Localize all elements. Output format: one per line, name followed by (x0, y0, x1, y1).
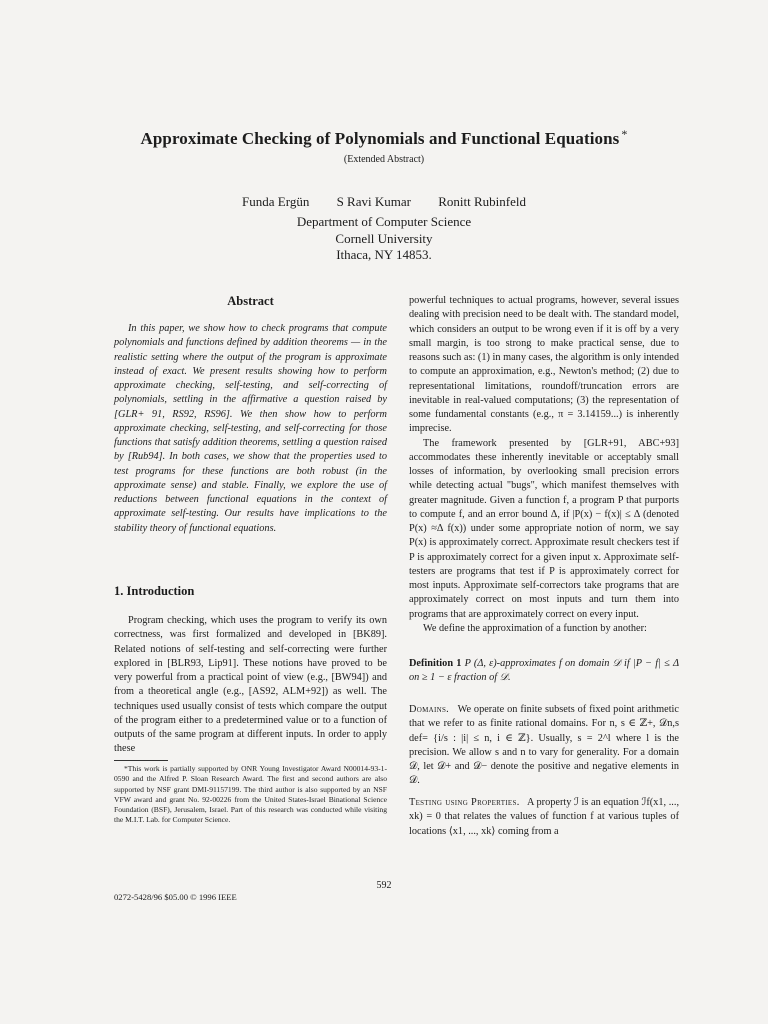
definition-1 (409, 657, 679, 686)
definition-text: P (Δ, ε)-approximates f on domain 𝒟 if |P − f| ≤ Δ on ≥ 1 − ε fraction of 𝒟. (409, 658, 679, 684)
footnote-text: *This work is partially supported by ONR Young Investigator Award N00014-93-1-0590 and the Alfred P. Sloan Research Award. The first and second authors are also supported by NSF grant DMI-91157199. The third author is also supported by an NSF VFW award and grant No. 92-00226 from the United States-Israel Binational Science Foundation (BSF), Jerusalem, Israel. Part of this research was conducted while visiting the M.I.T. Lab. for Computer Science. (114, 764, 387, 825)
page-number: 592 (376, 880, 392, 891)
title-footnote-mark: * (621, 127, 628, 141)
intro-heading: 1. Introduction (114, 584, 195, 598)
affiliation-line: Ithaca, NY 14853. (336, 247, 432, 262)
author-name: S Ravi Kumar (336, 194, 411, 209)
affiliation-line: Cornell University (335, 230, 433, 246)
footnote (114, 764, 387, 826)
paper-subtitle: (Extended Abstract) (343, 154, 425, 165)
domains-paragraph (409, 703, 679, 789)
paragraph: powerful techniques to actual programs, however, several issues dealing with precision need to be dealt with. The standard model, which considers an output to be wrong even if it is off by a very small margin, is too strong to make practical sense, due to reasons such as: (1) in many cases, the algorithm is only intended to compute an approximation, e.g., Newton's method; (2) due to representational limitations, roundoff/truncation errors are inevitable in real-valued computations; (3) the representation of some fundamental constants (e.g., π = 3.14159...) is inherently imprecise. (409, 295, 679, 435)
abstract-text: In this paper, we show how to check programs that compute polynomials and functions defined by addition theorems — in the realistic setting where the output of the program is approximate instead of exact. We present results showing how to perform approximate checking, self-testing, and self-correcting of polynomials, settling in the affirmative a question raised by [GLR+ 91, RS92, RS96]. We then show how to perform approximate checking, self-testing, and self-correcting for those functions that satisfy addition theorems, settling a question raised by [Rub94]. In both cases, we show that the properties used to test programs for these functions are both robust (in the approximate sense) and stable. Finally, we explore the use of reductions between functional equations in the context of approximate self-testing. Our results have implications to the stability theory of functional equations. (114, 323, 387, 534)
right-column-body (409, 294, 679, 636)
domains-text: We operate on finite subsets of fixed point arithmetic that we refer to as finite rational domains. For n, s ∈ ℤ+, 𝒟n,s def= {i/s : |i| ≤ n, i ∈ ℤ}. Usually, s = 2^l where l is the precision. We allow s and n to vary for generality. For a domain 𝒟, let 𝒟+ and 𝒟− denote the positive and negative elements in 𝒟. (409, 704, 679, 787)
intro-text: Program checking, which uses the program to verify its own correctness, was first formalized and developed in [BK89]. Related notions of self-testing and self-correcting were further explored in [BLR93, Lip91]. These notions have proved to be very powerful from a practical point of view (e.g., [BW94]) and from a theoretical angle (e.g., [AS92, ALM+92]) as well. The techniques used usually consist of tests which compare the output of the program either to a predetermined value or to a function of outputs of the same program at different inputs. In order to apply these (114, 615, 387, 755)
abstract-body (114, 322, 387, 536)
paragraph: We define the approximation of a function by another: (423, 622, 647, 634)
paper-title: Approximate Checking of Polynomials and Functional Equations * (140, 127, 628, 148)
abstract-heading: Abstract (227, 294, 274, 308)
intro-body (114, 614, 387, 757)
author-list (0, 194, 768, 210)
footnote-divider (114, 760, 168, 761)
author-name: Funda Ergün (242, 194, 310, 209)
testing-text: A property ℐ is an equation ℐf(x1, ..., xk) = 0 that relates the values of function f at various tuples of locations ⟨x1, ..., xk⟩ coming from a (409, 797, 680, 837)
author-name: Ronitt Rubinfeld (438, 194, 526, 209)
paragraph: The framework presented by [GLR+91, ABC+93] accommodates these inherently inevitable or acceptably small losses of information, by overlooking small precision errors while detecting actual "bugs", which manifest themselves with greater magnitude. Given a function f, a program P that purports to compute f, and an error bound Δ, if |P(x) − f(x)| ≤ Δ (denoted P(x) ≈Δ f(x)) under some appropriate notion of norm, we say P(x) is approximately correct. Approximate result checkers test if P is approximately correct for a given input x. Approximate self-testers are programs that test if P is approximately correct for most inputs. Approximate self-correctors take programs that are approximately correct on most inputs and turn them into programs that are approximately correct on every input. (409, 437, 679, 620)
definition-label: Definition 1 (409, 658, 462, 669)
affiliation-line: Department of Computer Science (296, 214, 472, 229)
affiliation (0, 214, 768, 264)
domains-label: Domains. (409, 704, 450, 715)
testing-paragraph (409, 796, 679, 839)
testing-label: Testing using Properties. (409, 797, 520, 808)
copyright-line: 0272-5428/96 $05.00 © 1996 IEEE (114, 892, 237, 902)
